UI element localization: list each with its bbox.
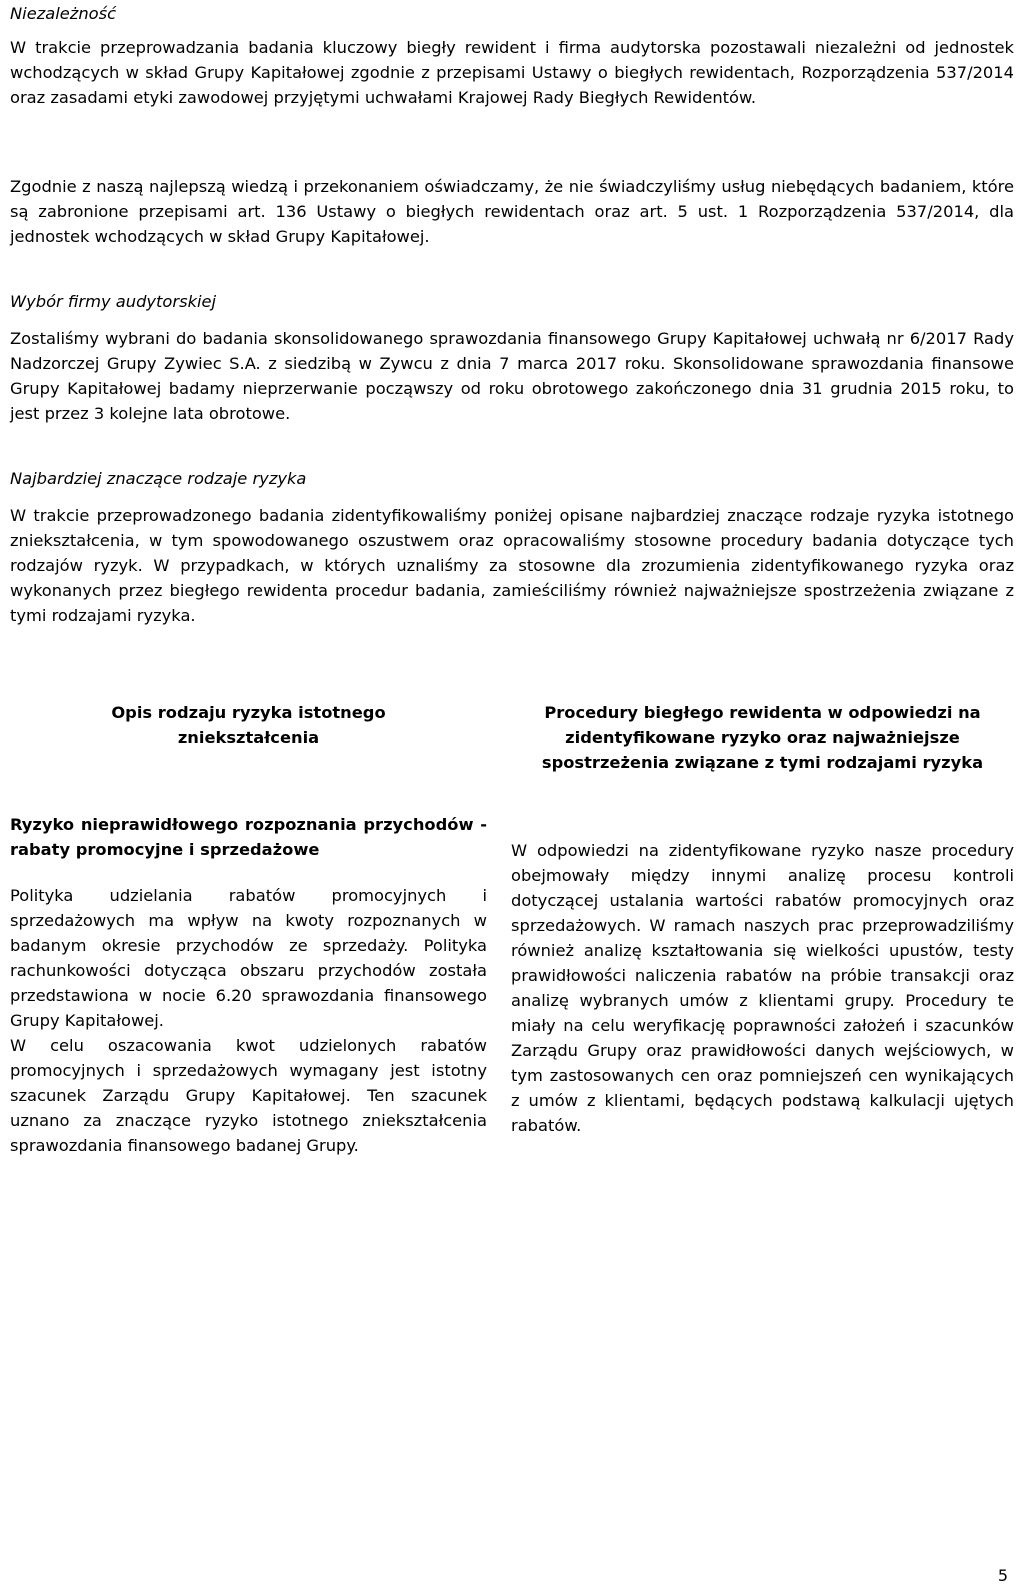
risk-description-paragraph-2: W celu oszacowania kwot udzielonych rabatów promocyjnych i sprzedażowych wymagany jest istotny szacunek Zarządu Grupy Kapitałowej. Ten szacunek uznano za znaczące ryzyko istotnego zniekształcenia sprawozdania finansowego badanej Grupy. bbox=[10, 1036, 487, 1155]
independence-heading: Niezależność bbox=[10, 4, 117, 23]
risks-paragraph-1: W trakcie przeprowadzonego badania zidentyfikowaliśmy poniżej opisane najbardziej znaczące rodzaje ryzyka istotnego zniekształcenia, w tym spowodowanego oszustwem oraz opracowaliśmy stosowne procedury badania dotyczące tych rodzajów ryzyk. W przypadkach, w których uznaliśmy za stosowne dla zrozumienia zidentyfikowanego ryzyka oraz wykonanych przez biegłego rewidenta procedur badania, zamieściliśmy również najważniejsze spostrzeżenia związane z tymi rodzajami ryzyka. bbox=[10, 506, 1014, 625]
selection-paragraph-1: Zostaliśmy wybrani do badania skonsolidowanego sprawozdania finansowego Grupy Kapitałowej uchwałą nr 6/2017 Rady Nadzorczej Grupy Zywiec S.A. z siedzibą w Zywcu z dnia 7 marca 2017 roku. Skonsolidowane sprawozdania finansowe Grupy Kapitałowej badamy nieprzerwanie począwszy od roku obrotowego zakończonego dnia 31 grudnia 2015 roku, to jest przez 3 kolejne lata obrotowe. bbox=[10, 329, 1014, 423]
independence-paragraph-2: Zgodnie z naszą najlepszą wiedzą i przekonaniem oświadczamy, że nie świadczyliśmy usług niebędących badaniem, które są zabronione przepisami art. 136 Ustawy o biegłych rewidentach oraz art. 5 ust. 1 Rozporządzenia 537/2014, dla jednostek wchodzących w skład Grupy Kapitałowej. bbox=[10, 177, 1014, 246]
auditor-procedures-body bbox=[511, 838, 1014, 1138]
independence-paragraph-1: W trakcie przeprowadzania badania kluczowy biegły rewident i firma audytorska pozostawali niezależni od jednostek wchodzących w skład Grupy Kapitałowej zgodnie z przepisami Ustawy o biegłych rewidentach, Rozporządzenia 537/2014 oraz zasadami etyki zawodowej przyjętymi uchwałami Krajowej Rady Biegłych Rewidentów. bbox=[10, 38, 1014, 107]
selection-heading: Wybór firmy audytorskiej bbox=[10, 292, 217, 311]
risk-title: Ryzyko nieprawidłowego rozpoznania przychodów - rabaty promocyjne i sprzedażowe bbox=[10, 815, 487, 859]
auditor-procedures-header: Procedury biegłego rewidenta w odpowiedzi na zidentyfikowane ryzyko oraz najważniejsze spostrzeżenia związane z tymi rodzajami ryzyka bbox=[541, 703, 984, 772]
risk-description-body bbox=[10, 812, 487, 1158]
risk-description-header: Opis rodzaju ryzyka istotnego zniekształcenia bbox=[111, 703, 386, 747]
risk-description-paragraph-1: Polityka udzielania rabatów promocyjnych i sprzedażowych ma wpływ na kwoty rozpoznanych w badanym okresie przychodów ze sprzedaży. Polityka rachunkowości dotycząca obszaru przychodów została przedstawiona w nocie 6.20 sprawozdania finansowego Grupy Kapitałowej. bbox=[10, 886, 487, 1030]
risk-description-column bbox=[10, 700, 487, 750]
auditor-procedures-paragraph: W odpowiedzi na zidentyfikowane ryzyko nasze procedury obejmowały między innymi analizę procesu kontroli dotyczącej ustalania wartości rabatów promocyjnych oraz sprzedażowych. W ramach naszych prac przeprowadziliśmy również analizę kształtowania się wielkości upustów, testy prawidłowości naliczenia rabatów na próbie transakcji oraz analizę wybranych umów z klientami grupy. Procedury te miały na celu weryfikację poprawności założeń i szacunków Zarządu Grupy oraz prawidłowości danych wejściowych, w tym zastosowanych cen oraz pomniejszeń cen wynikających z umów z klientami, będących podstawą kalkulacji ujętych rabatów. bbox=[511, 841, 1014, 1135]
auditor-procedures-column bbox=[511, 700, 1014, 775]
risks-heading: Najbardziej znaczące rodzaje ryzyka bbox=[10, 469, 307, 488]
page-number: 5 bbox=[997, 1566, 1008, 1585]
